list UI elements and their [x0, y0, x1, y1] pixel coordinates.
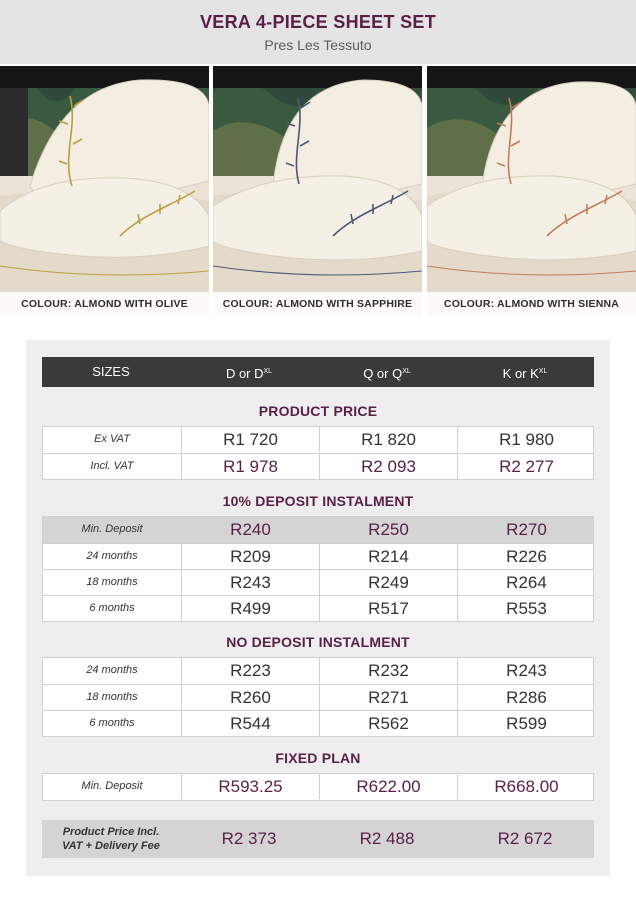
price-cell: R1 820 [319, 427, 457, 452]
table-row [43, 569, 593, 595]
table-row [43, 684, 593, 710]
price-cell: R593.25 [181, 774, 319, 799]
price-cell: R499 [181, 596, 319, 621]
price-cell: R232 [319, 658, 457, 683]
size-king-label: K or K [502, 366, 539, 381]
colour-caption: COLOUR: ALMOND WITH SIENNA [427, 292, 636, 316]
row-label: Min. Deposit [81, 523, 143, 535]
bedding-image [427, 66, 636, 316]
total-label [42, 820, 180, 858]
table-row [43, 710, 593, 736]
price-cell: R243 [457, 658, 595, 683]
product-price-table [42, 426, 594, 480]
size-queen-sup: XL [402, 368, 411, 375]
price-cell: R214 [319, 544, 457, 569]
table-row [43, 453, 593, 479]
size-king-sup: XL [538, 368, 548, 375]
total-price-cell: R2 672 [497, 829, 553, 848]
page-header [0, 0, 636, 64]
table-row [43, 427, 593, 453]
size-queen-label: Q or Q [363, 366, 403, 381]
size-double-label: D or D [225, 366, 264, 381]
row-label: Incl. VAT [90, 460, 134, 472]
photo-almond-sienna[interactable] [427, 66, 636, 316]
product-subtitle: Pres Les Tessuto [264, 37, 372, 53]
price-cell: R226 [457, 544, 595, 569]
table-row [43, 517, 593, 543]
colour-caption: COLOUR: ALMOND WITH OLIVE [0, 292, 209, 316]
price-cell: R240 [181, 517, 319, 542]
price-cell: R243 [181, 570, 319, 595]
table-row [43, 595, 593, 621]
row-label: Ex VAT [94, 433, 130, 445]
price-cell: R286 [457, 685, 595, 710]
price-cell: R553 [457, 596, 595, 621]
no-deposit-instalment-table [42, 657, 594, 737]
price-cell: R270 [457, 517, 595, 542]
price-cell: R271 [319, 685, 457, 710]
total-label-line1: Product Price Incl. [62, 826, 160, 838]
price-cell: R260 [181, 685, 319, 710]
price-cell: R562 [319, 711, 457, 736]
price-cell: R668.00 [457, 774, 595, 799]
price-cell: R622.00 [319, 774, 457, 799]
no-deposit-instalment-title: NO DEPOSIT INSTALMENT [226, 634, 410, 650]
table-row [43, 543, 593, 569]
row-label: 18 months [86, 691, 138, 703]
sizes-label: SIZES [92, 364, 130, 379]
colour-caption: COLOUR: ALMOND WITH SAPPHIRE [213, 292, 422, 316]
price-cell: R264 [457, 570, 595, 595]
row-label: 6 months [89, 602, 135, 614]
total-price-row [42, 820, 594, 858]
product-price-title: PRODUCT PRICE [258, 403, 378, 419]
total-price-cell: R2 373 [221, 829, 277, 848]
price-cell: R517 [319, 596, 457, 621]
photo-almond-sapphire[interactable] [213, 66, 422, 316]
size-double [180, 357, 318, 387]
price-cell: R1 980 [457, 427, 595, 452]
price-cell: R223 [181, 658, 319, 683]
colour-gallery [0, 64, 636, 316]
row-label: 6 months [89, 717, 135, 729]
size-king [456, 357, 594, 387]
row-label: 24 months [86, 550, 138, 562]
price-cell: R2 277 [457, 454, 595, 479]
pricing-panel [26, 340, 610, 876]
product-title: VERA 4-PIECE SHEET SET [200, 12, 436, 32]
table-row [43, 658, 593, 684]
price-cell: R544 [181, 711, 319, 736]
bedding-image [213, 66, 422, 316]
size-queen [318, 357, 456, 387]
photo-almond-olive[interactable] [0, 66, 209, 316]
price-cell: R209 [181, 544, 319, 569]
deposit-instalment-title: 10% DEPOSIT INSTALMENT [222, 493, 414, 509]
row-label: 18 months [86, 576, 138, 588]
total-price-cell: R2 488 [359, 829, 415, 848]
row-label: 24 months [86, 664, 138, 676]
price-cell: R250 [319, 517, 457, 542]
price-cell: R2 093 [319, 454, 457, 479]
sizes-header-bar [42, 357, 594, 387]
price-cell: R1 978 [181, 454, 319, 479]
deposit-instalment-table [42, 516, 594, 622]
fixed-plan-title: FIXED PLAN [275, 750, 361, 766]
total-label-line2: VAT + Delivery Fee [62, 840, 160, 852]
price-cell: R599 [457, 711, 595, 736]
fixed-plan-table [42, 773, 594, 801]
price-cell: R249 [319, 570, 457, 595]
size-double-sup: XL [263, 368, 273, 375]
bedding-image [0, 66, 209, 316]
price-cell: R1 720 [181, 427, 319, 452]
table-row [43, 774, 593, 800]
row-label: Min. Deposit [81, 780, 143, 792]
